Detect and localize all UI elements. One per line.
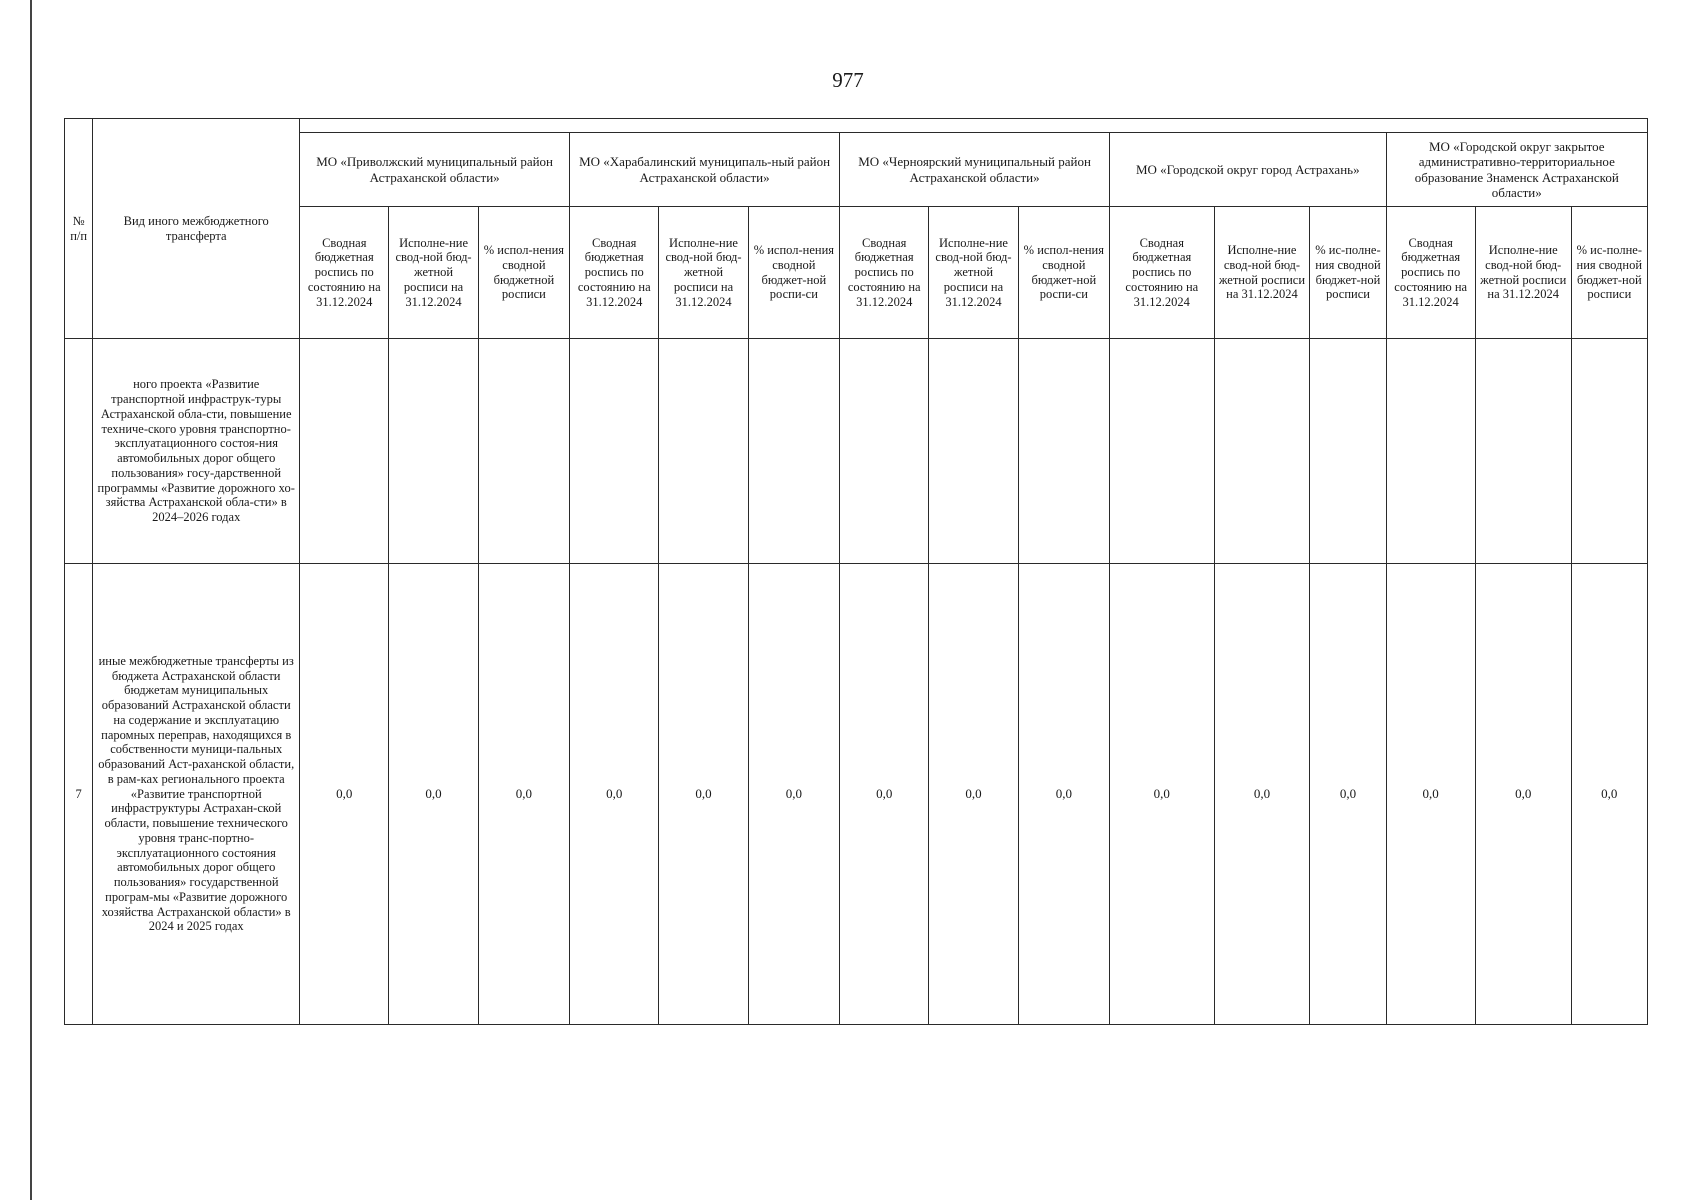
header-num: № п/п xyxy=(65,119,93,339)
value-cell xyxy=(929,339,1018,564)
value-cell xyxy=(389,339,478,564)
value-cell: 0,0 xyxy=(1571,564,1647,1025)
col-header-execution: Исполне-ние свод-ной бюд-жетной росписи на 31.12.2024 xyxy=(929,207,1018,339)
table-row xyxy=(65,339,1648,564)
value-cell xyxy=(1214,339,1310,564)
value-cell xyxy=(1310,339,1386,564)
group-header-znamensk: МО «Городской округ закрытое административно-территориальное образование Знаменск Астраханской области» xyxy=(1386,133,1647,207)
value-cell: 0,0 xyxy=(659,564,748,1025)
value-cell: 0,0 xyxy=(1310,564,1386,1025)
value-cell xyxy=(840,339,929,564)
col-header-plan: Сводная бюджетная роспись по состоянию на 31.12.2024 xyxy=(1110,207,1215,339)
header-blank xyxy=(300,119,1648,133)
value-cell: 0,0 xyxy=(840,564,929,1025)
group-header-kharabalinsky: МО «Харабалинский муниципаль-ный район Астраханской области» xyxy=(570,133,840,207)
value-cell: 0,0 xyxy=(1110,564,1215,1025)
col-header-percent: % ис-полне-ния сводной бюджет-ной росписи xyxy=(1310,207,1386,339)
value-cell xyxy=(1571,339,1647,564)
col-header-execution: Исполне-ние свод-ной бюд-жетной росписи на 31.12.2024 xyxy=(659,207,748,339)
value-cell xyxy=(748,339,839,564)
col-header-execution: Исполне-ние свод-ной бюд-жетной росписи на 31.12.2024 xyxy=(389,207,478,339)
value-cell: 0,0 xyxy=(1475,564,1571,1025)
value-cell xyxy=(1475,339,1571,564)
value-cell xyxy=(1018,339,1109,564)
row-number xyxy=(65,339,93,564)
row-description: ного проекта «Развитие транспортной инфраструк-туры Астраханской обла-сти, повышение техниче-ского уровня транспортно-эксплуатационного состоя-ния автомобильных дорог общего пользования» госу-дарственной программы «Развитие дорожного хо-зяйства Астраханской обла-сти» в 2024–2026 годах xyxy=(93,339,300,564)
col-header-execution: Исполне-ние свод-ной бюд-жетной росписи на 31.12.2024 xyxy=(1475,207,1571,339)
value-cell: 0,0 xyxy=(389,564,478,1025)
value-cell: 0,0 xyxy=(570,564,659,1025)
value-cell xyxy=(570,339,659,564)
value-cell xyxy=(1386,339,1475,564)
value-cell: 0,0 xyxy=(748,564,839,1025)
binding-line xyxy=(30,0,32,1200)
value-cell xyxy=(478,339,569,564)
group-header-chernoyarsky: МО «Черноярский муниципальный район Астраханской области» xyxy=(840,133,1110,207)
value-cell: 0,0 xyxy=(478,564,569,1025)
col-header-plan: Сводная бюджетная роспись по состоянию на 31.12.2024 xyxy=(1386,207,1475,339)
col-header-percent: % испол-нения сводной бюджет-ной роспи-си xyxy=(748,207,839,339)
value-cell xyxy=(1110,339,1215,564)
group-header-privolzhsky: МО «Приволжский муниципальный район Астраханской области» xyxy=(300,133,570,207)
row-number: 7 xyxy=(65,564,93,1025)
col-header-plan: Сводная бюджетная роспись по состоянию на 31.12.2024 xyxy=(300,207,389,339)
value-cell: 0,0 xyxy=(929,564,1018,1025)
value-cell: 0,0 xyxy=(300,564,389,1025)
value-cell: 0,0 xyxy=(1018,564,1109,1025)
col-header-plan: Сводная бюджетная роспись по состоянию на 31.12.2024 xyxy=(840,207,929,339)
budget-table xyxy=(64,118,1648,1025)
group-header-astrakhan: МО «Городской округ город Астрахань» xyxy=(1110,133,1387,207)
value-cell xyxy=(300,339,389,564)
value-cell xyxy=(659,339,748,564)
row-description: иные межбюджетные трансферты из бюджета Астраханской области бюджетам муниципальных образований Астраханской области на содержание и эксплуатацию паромных переправ, находящихся в собственности муници-пальных образований Аст-раханской области, в рам-ках регионального проекта «Развитие транспортной инфраструктуры Астрахан-ской области, повышение технического уровня транс-портно-эксплуатационного состояния автомобильных дорог общего пользования» государственной програм-мы «Развитие дорожного хозяйства Астраханской области» в 2024 и 2025 годах xyxy=(93,564,300,1025)
col-header-plan: Сводная бюджетная роспись по состоянию на 31.12.2024 xyxy=(570,207,659,339)
col-header-percent: % испол-нения сводной бюджет-ной роспи-си xyxy=(1018,207,1109,339)
col-header-percent: % ис-полне-ния сводной бюджет-ной росписи xyxy=(1571,207,1647,339)
page-number: 977 xyxy=(832,68,864,92)
col-header-execution: Исполне-ние свод-ной бюд-жетной росписи на 31.12.2024 xyxy=(1214,207,1310,339)
col-header-percent: % испол-нения сводной бюджетной росписи xyxy=(478,207,569,339)
value-cell: 0,0 xyxy=(1214,564,1310,1025)
table-row xyxy=(65,564,1648,1025)
header-kind: Вид иного межбюджетного трансферта xyxy=(93,119,300,339)
value-cell: 0,0 xyxy=(1386,564,1475,1025)
